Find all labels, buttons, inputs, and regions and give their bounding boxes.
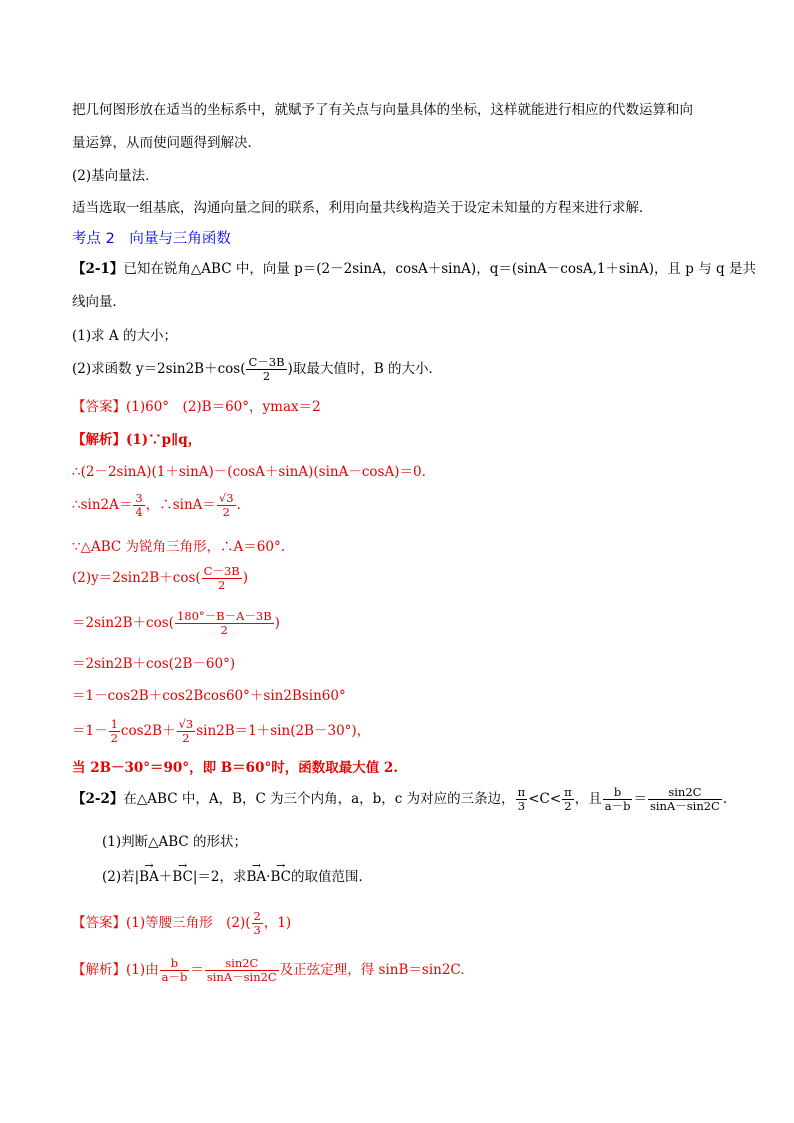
- q4-pre: (2)求函数 y＝2sin2B＋cos(: [72, 361, 246, 378]
- ex2-answer: [72, 910, 291, 937]
- s5-den: 2: [220, 623, 228, 638]
- ex2-f2-num: π: [564, 785, 572, 799]
- ex1-q1-text: 已知在锐角△ABC 中，向量 p＝(2－2sinA，cosA＋sinA)，q＝(sinA－cosA,1＋sinA)，且 p 与 q 是共: [123, 261, 756, 277]
- q4-num: C－3B: [248, 355, 285, 369]
- ex2-q1-pre: 在△ABC 中，A，B，C 为三个内角，a，b，c 为对应的三条边，: [123, 791, 515, 808]
- s8-post: sin2B＝1＋sin(2B－30°)，: [196, 723, 371, 740]
- s2-post: .: [236, 497, 241, 514]
- s8-den2: 2: [182, 731, 190, 746]
- ex1-solution-step-3: ∵△ABC 为锐角三角形，∴A＝60°.: [72, 539, 285, 555]
- ex1-solution-header: 【解析】(1)∵p∥q，: [72, 432, 202, 448]
- ex2-sol-f1-den: a－b: [161, 970, 188, 985]
- ex2-ans-post: ，1): [263, 915, 292, 932]
- ex2-frac-sin: [648, 786, 722, 813]
- ex1-question-line-1: [72, 263, 756, 277]
- ex2-f4-den: sinA－sin2C: [649, 799, 720, 814]
- ex2-sol-frac-1: [160, 957, 190, 984]
- ex2-ans-pre: 【答案】(1)等腰三角形 (2)(: [72, 915, 251, 932]
- s2-mid: ，∴sinA＝: [145, 497, 216, 514]
- q3-mid: |＝2，求: [192, 869, 247, 885]
- q4-den: 2: [262, 369, 271, 384]
- ex2-question-line-1: [72, 786, 727, 813]
- q3-dot: ·: [266, 869, 271, 885]
- s2-den: 4: [135, 505, 143, 520]
- s5-fraction: [175, 610, 274, 637]
- ex2-frac-pi2: [562, 786, 574, 813]
- ex2-sol-post: 及正弦定理，得 sinB＝sin2C.: [279, 962, 465, 979]
- ex1-answer: 【答案】(1)60° (2)B＝60°，ymax＝2: [72, 399, 321, 415]
- ex2-sol-frac-2: [205, 957, 279, 984]
- s4-post: ): [242, 570, 249, 587]
- vector-bc-2: → BC: [270, 871, 291, 885]
- ex1-question-part-1: (1)求 A 的大小；: [72, 328, 177, 344]
- ex2-f3-num: b: [603, 786, 633, 800]
- q4-post: )取最大值时，B 的大小．: [287, 361, 443, 378]
- s2-den2: 2: [222, 505, 230, 520]
- ex1-solution-step-2: [72, 492, 241, 519]
- s2-pre: ∴sin2A＝: [72, 497, 133, 514]
- s8-num2: √3: [178, 717, 194, 731]
- ex2-sol-f2-num: sin2C: [205, 957, 279, 971]
- section-title: 考点 2 向量与三角函数: [72, 231, 231, 247]
- ex1-question-part-2: [72, 356, 442, 383]
- s8-num: 1: [110, 717, 118, 731]
- ex2-question-part-2: [102, 871, 372, 885]
- ex2-frac-b: [603, 786, 633, 813]
- intro-line-2: 量运算，从而使问题得到解决．: [72, 135, 261, 151]
- ex2-q1-eq: ＝: [633, 791, 647, 808]
- ex2-q1-lt: <C<: [528, 791, 562, 808]
- ex2-f3-den: a－b: [604, 799, 631, 814]
- ex2-question-part-1: (1)判断△ABC 的形状；: [102, 834, 248, 850]
- ex1-solution-step-1: ∴(2－2sinA)(1＋sinA)－(cosA＋sinA)(sinA－cosA)＝0.: [72, 464, 426, 480]
- q3-pre: (2)若|: [102, 869, 140, 885]
- ex1-label: 【2-1】: [72, 261, 124, 277]
- ex2-solution: [72, 957, 465, 984]
- ex2-q1-and: ，且: [574, 791, 602, 808]
- ex2-sol-pre: 【解析】(1)由: [72, 962, 159, 979]
- s4-fraction: [202, 565, 242, 592]
- vector-ba-2: → BA: [247, 871, 267, 885]
- s2-num2: √3: [218, 491, 234, 505]
- ex2-q1-end: .: [722, 791, 728, 808]
- ex1-solution-step-7: ＝1－cos2B＋cos2Bcos60°＋sin2Bsin60°: [72, 688, 346, 704]
- ex2-sol-eq: ＝: [190, 962, 204, 979]
- q3-plus: ＋: [158, 869, 173, 885]
- intro-line-3: (2)基向量法．: [72, 168, 159, 184]
- q3-post: 的取值范围．: [290, 869, 372, 885]
- s8-mid: cos2B＋: [120, 723, 176, 740]
- s8-den: 2: [110, 731, 118, 746]
- ex2-frac-pi3: [516, 786, 528, 813]
- s5-post: ): [274, 615, 280, 632]
- s2-num: 3: [135, 491, 143, 505]
- s8-pre: ＝1－: [72, 723, 108, 740]
- vector-bc: → BC: [172, 871, 193, 885]
- ex1-solution-step-8: [72, 718, 370, 745]
- s4-num: C－3B: [203, 564, 240, 578]
- s8-frac-2: [177, 718, 196, 745]
- ex2-f2-den: 2: [564, 799, 572, 814]
- intro-line-4: 适当选取一组基底，沟通向量之间的联系，利用向量共线构造关于设定未知量的方程来进行求解．: [72, 200, 653, 216]
- s4-pre: (2)y＝2sin2B＋cos(: [72, 570, 201, 587]
- q4-fraction: [246, 356, 286, 383]
- ex2-sol-f2-den: sinA－sin2C: [206, 970, 277, 985]
- s5-pre: ＝2sin2B＋cos(: [72, 615, 174, 632]
- s4-den: 2: [218, 578, 226, 593]
- ex2-ans-num: 2: [253, 909, 261, 923]
- ex1-solution-conclusion: 当 2B－30°＝90°，即 B＝60°时，函数取最大值 2.: [72, 760, 399, 776]
- ex1-question-line-2: 线向量．: [72, 294, 126, 310]
- ex2-ans-den: 3: [253, 923, 261, 938]
- s2-frac-1: [133, 492, 144, 519]
- vector-ba: → BA: [139, 871, 159, 885]
- ex2-sol-f1-num: b: [160, 957, 190, 971]
- s8-frac-1: [109, 718, 120, 745]
- s5-num: 180°－B－A－3B: [176, 609, 272, 623]
- ex1-solution-step-6: ＝2sin2B＋cos(2B－60°): [72, 656, 236, 672]
- intro-line-1: 把几何图形放在适当的坐标系中，就赋予了有关点与向量具体的坐标，这样就能进行相应的代数运算和向: [72, 102, 693, 118]
- s2-frac-2: [217, 492, 236, 519]
- ex2-f1-num: π: [517, 785, 526, 799]
- ex2-f1-den: 3: [517, 799, 526, 814]
- ex2-f4-num: sin2C: [648, 786, 722, 800]
- ex2-ans-frac: [252, 910, 263, 937]
- ex2-label: 【2-2】: [72, 791, 124, 808]
- ex1-solution-step-4: [72, 565, 248, 592]
- ex1-solution-step-5: [72, 610, 280, 637]
